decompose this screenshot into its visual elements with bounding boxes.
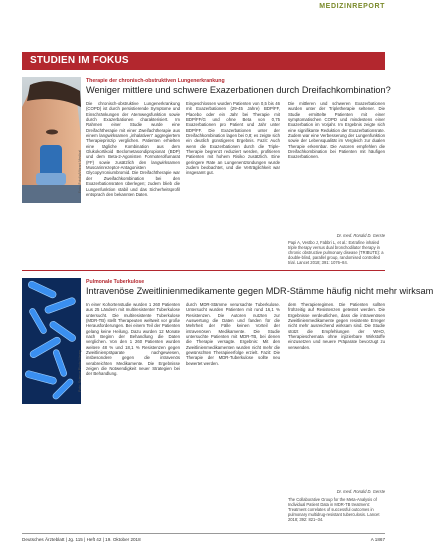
article2-reference: The Collaborative Group for the Meta-Analysis of Individual Patient Data in MDR-TB treatment: Treatment correlates of successful outcomes in pulmonary multidrug-resistant tuberculosis. Lancet 2018; 392: 821–34. bbox=[288, 497, 380, 522]
article2-column-2: durch MDR-Stämme verursachte Tuberkulose. Untersucht wurden Patienten mit rund 16,1 % Resistenzen. Die Autoren nutzten zur Auswertung die Daten und fanden für die Mehrheit der Fälle keinen Vorteil der intravenösen Medikamente. Die Studie untersuchte Patienten mit MDR-TB, bei denen die Therapie versagte. Ergebnis: Mit den Zweitlinienmedikamenten wurden nicht mehr die gewünschten Therapieerfolge erzielt. Fazit: Die Therapie der MDR-Tuberkulose sollte neu bewertet werden. bbox=[186, 302, 280, 366]
inhaler-photo bbox=[22, 77, 81, 203]
article1-reference: Papi A, Vestbo J, Fabbri L, et al.: Extrafine inhaled triple therapy versus dual bronchodilator therapy in chronic obstructive pulmonary disease (TRIBUTE): a double-blind, parallel group, randomised controlled trial. Lancet 2018; 391: 1076–84. bbox=[288, 240, 384, 265]
banner-title: STUDIEN IM FOKUS bbox=[30, 55, 129, 66]
page-number: A 1867 bbox=[370, 537, 385, 542]
photo-credit: Foto: Science Photo Library bbox=[78, 350, 82, 392]
article2-column-3: dem Therapieregimen. Die Patienten sollten frühzeitig auf Resistenzen getestet werden. Die Ergebnisse verdeutlichen, dass die intravenösen Zweitlinienmedikamente gegen resistente Erreger nicht mehr ausreichend wirksam sind. Die Studie stützt die Empfehlungen der WHO, Therapieschemata ohne injizierbare Wirkstoffe einzusetzen und neuere Präparate bevorzugt zu verwenden. bbox=[288, 302, 385, 350]
article1-column-3: Die mittleren und schweren Exazerbationen wurden unter der Tripletherapie seltener. Die Studie ermittelte Patienten mit einer symptomatischen COPD und mindestens einer Exazerbation im Vorjahr. Im Ergebnis zeigte sich eine signifikante Reduktion der Exazerbationsrate. Zudem war eine Verbesserung der Lungenfunktion sowie der Lebensqualität im Vergleich zur dualen Therapie erkennbar. Die Autoren empfehlen die Dreifachkombination bei Patienten mit häufigen Exazerbationen. bbox=[288, 101, 385, 160]
article2-kicker: Pulmonale Tuberkulose bbox=[86, 279, 145, 285]
section-banner bbox=[22, 52, 385, 69]
bacteria-photo bbox=[22, 278, 81, 404]
article-divider bbox=[22, 270, 385, 271]
article1-kicker: Therapie der chronisch-obstruktiven Lungenerkrankung bbox=[86, 78, 225, 84]
article2-column-1: In einer Kohortenstudie wurden 1 260 Patienten aus 25 Ländern mit multiresistenter Tuberkulose untersucht. Die multiresistente Tuberkulose (MDR-TB) stellt Therapeuten weltweit vor große Herausforderungen. Bei einem Teil der Patienten gelang keine Heilung. Dazu wurden 12 Monate nach Beginn der Behandlung die Daten verglichen. Von den 1 260 Patienten wurden weitere 48 % und 18,1 % Resistenzen gegen Zweitlinienpräparate nachgewiesen, insbesondere gegen die intravenös verabreichten Medikamente. Die Ergebnisse zeigen die Notwendigkeit neuer Strategien bei der Behandlung. bbox=[86, 302, 180, 377]
footer-divider bbox=[22, 533, 385, 534]
banner-divider bbox=[22, 69, 385, 70]
article2-photo bbox=[22, 278, 81, 404]
article2-headline: Intravenöse Zweitlinienmedikamente gegen MDR-Stämme häufig nicht mehr wirksam bbox=[86, 286, 433, 296]
article1-column-2: Eingeschlossen wurden Patienten von 0,5 bis 46 mit Exazerbationen (29-45 Jahre) BDP/FF, Placebo oder ein Jahr bei Therapie mit BDP/FF/G und ohne Beta von 0,75 Exazerbationen pro Patient und Jahr unter BDP/FF. Die Exazerbationen unter der Dreifachkombination lagen bei 0,8; es zeigte sich ein deutlich günstigeres Ergebnis. Fazit: Auch wenn die Exazerbationen durch die Triple-Therapie begrenzt reduziert werden, profitieren Patienten mit hohem Risiko zusätzlich. Eine geringere Rate an Lungenentzündungen wurde zudem beobachtet, und die Verträglichkeit war insgesamt gut. bbox=[186, 101, 280, 176]
article1-column-1: Die chronisch-obstruktive Lungenerkrankung (COPD) ist durch persistierende Symptome und Einschränkungen der Atemwegsfunktion sowie durch Exazerbationen charakterisiert. Im Rahmen einer Studie wurde eine Dreifachtherapie mit einer Zweifachtherapie aus einem langwirksamen „inhalativen“ aggregiertem Therapieprinzip verglichen. Patienten erhielten eine tägliche Kombination aus dem Glukokortikoid Beclometasondipropionat (BDP) und dem Beta-2-Agonisten Formoterolfumarat (FF) sowie zusätzlich den langwirksamen Muscarinrezeptor-Antagonisten Glycopyrroniumbromid. Die Dreifachtherapie war der Zweifachkombination bei den Exazerbationsraten überlegen; zudem blieb die Lungenfunktion stabil und das Sicherheitsprofil entsprach den bekannten Daten. bbox=[86, 101, 180, 197]
article2-author: Dr. med. Ronald D. Gerste bbox=[336, 489, 385, 494]
article1-author: Dr. med. Ronald D. Gerste bbox=[336, 233, 385, 238]
journal-citation: Deutsches Ärzteblatt | Jg. 115 | Heft 42 | 19. Oktober 2018 bbox=[22, 537, 141, 542]
photo-credit: Foto: Fotolia/Vibrant Medical bbox=[78, 150, 82, 194]
article1-photo bbox=[22, 77, 81, 203]
section-label: MEDIZINREPORT bbox=[319, 3, 385, 10]
article1-headline: Weniger mittlere und schwere Exazerbationen durch Dreifachkombination? bbox=[86, 85, 391, 95]
